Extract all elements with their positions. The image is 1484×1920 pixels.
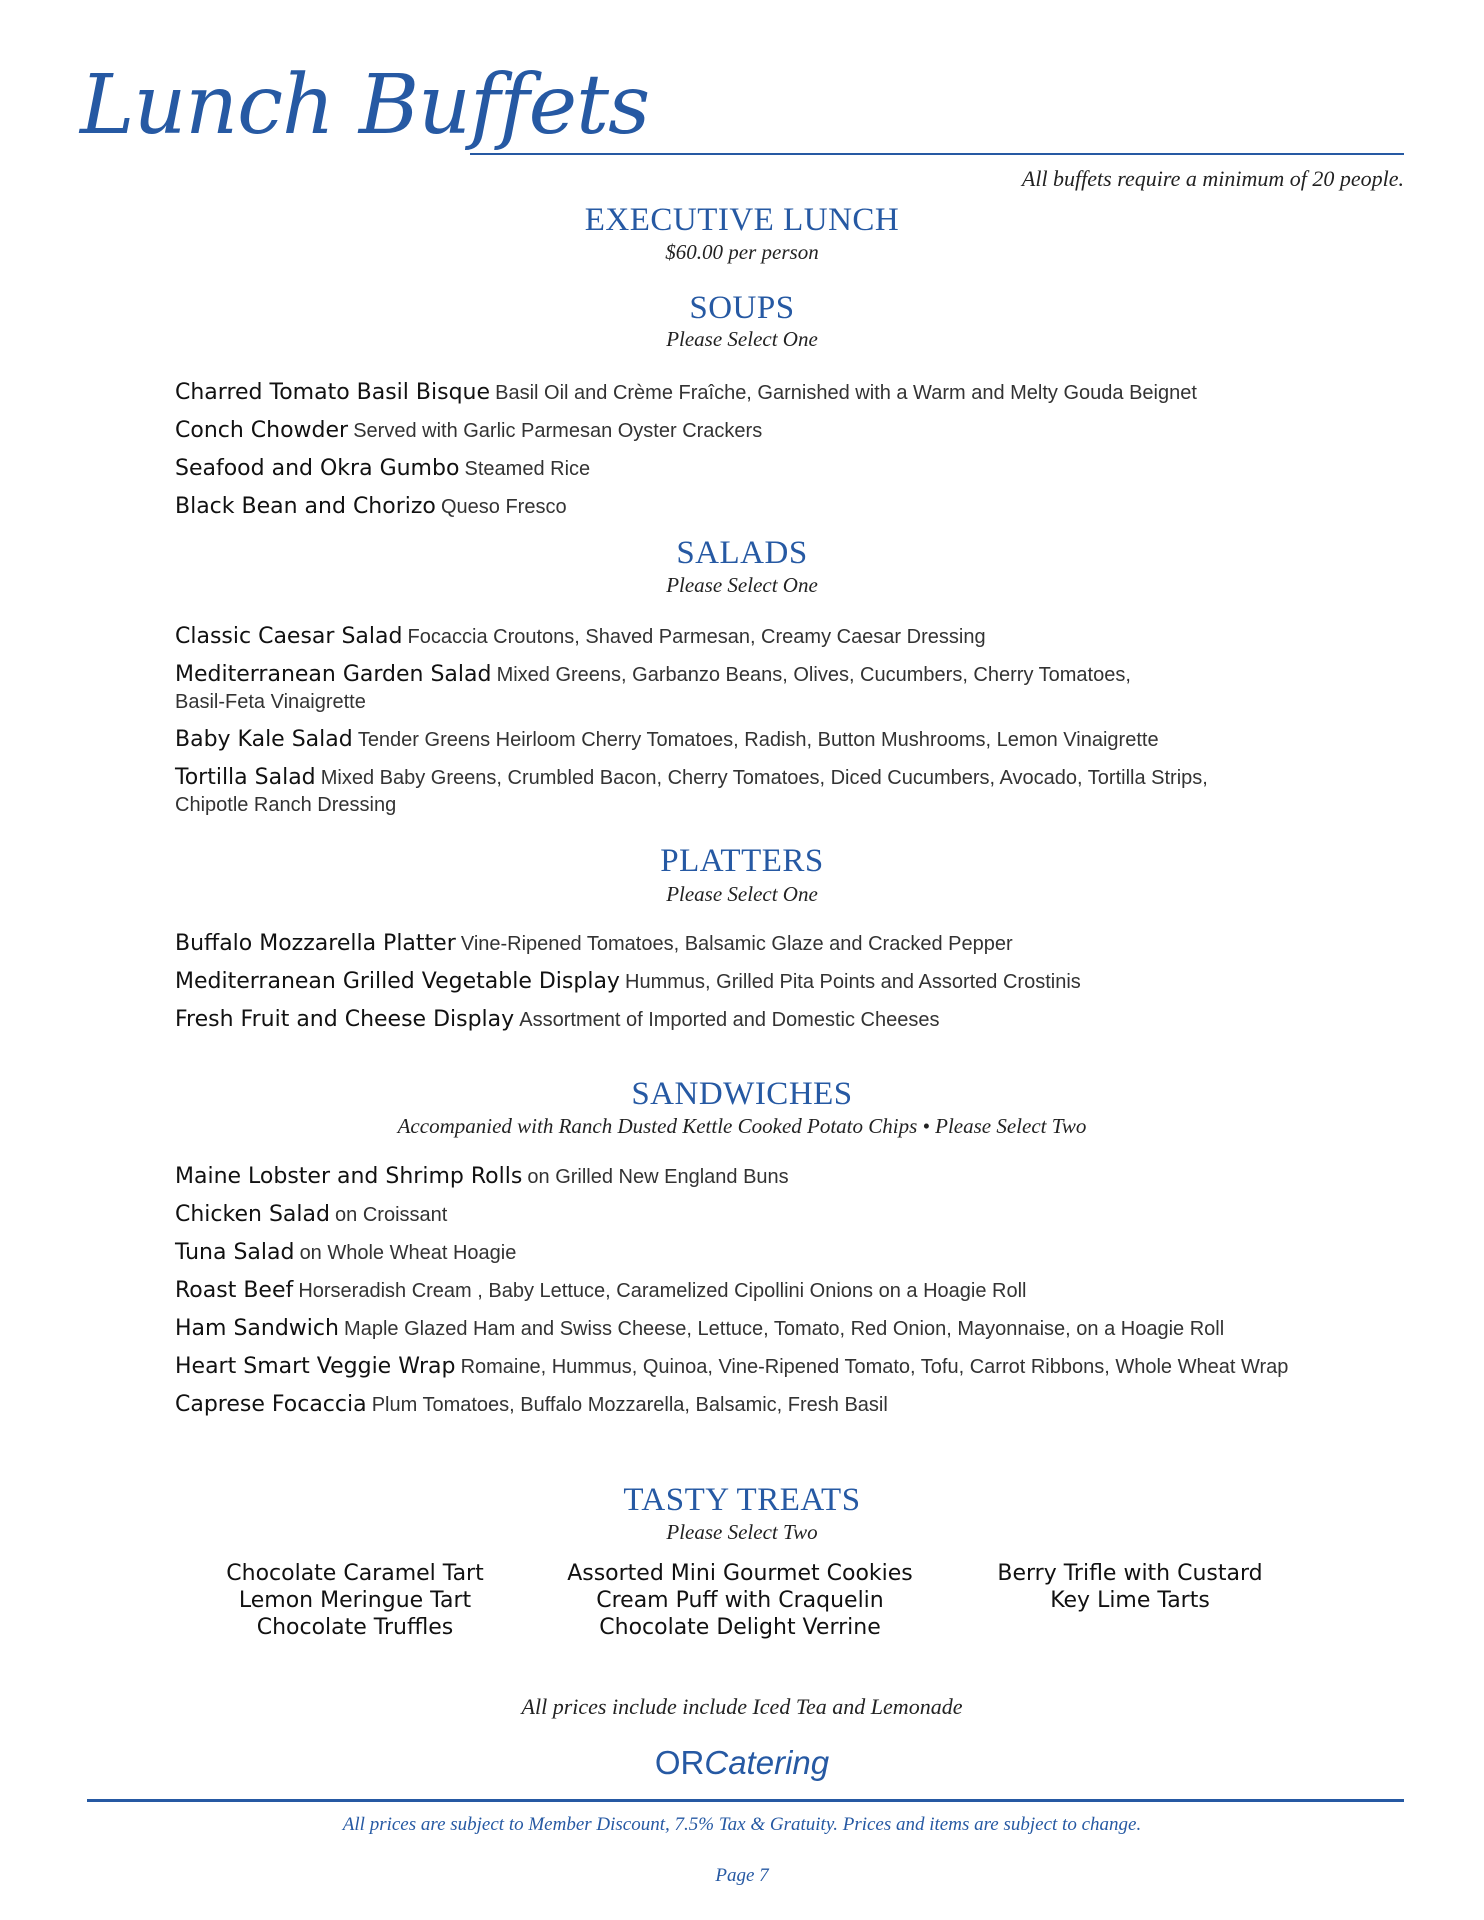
item-name: Tuna Salad (175, 1240, 295, 1265)
item-name: Mediterranean Grilled Vegetable Display (175, 969, 620, 994)
item-description-continued: Chipotle Ranch Dressing (175, 794, 397, 816)
list-item (175, 969, 1315, 996)
item-description: Maple Glazed Ham and Swiss Cheese, Lettuce, Tomato, Red Onion, Mayonnaise, on a Hoagie Roll (344, 1318, 1225, 1340)
treats-title: TASTY TREATS (623, 1482, 861, 1518)
item-description: Assortment of Imported and Domestic Cheeses (519, 1009, 940, 1031)
list-item (175, 1240, 1315, 1267)
soups-title: SOUPS (689, 290, 795, 326)
item-description: Served with Garlic Parmesan Oyster Crackers (353, 420, 763, 442)
list-item (175, 1202, 1315, 1229)
treats-column-1 (190, 1560, 520, 1641)
page-title: Lunch Buffets (80, 58, 650, 153)
treat-item: Berry Trifle with Custard (997, 1561, 1263, 1586)
item-description: Horseradish Cream , Baby Lettuce, Caramelized Cipollini Onions on a Hoagie Roll (298, 1280, 1027, 1302)
item-description: Vine-Ripened Tomatoes, Balsamic Glaze and Cracked Pepper (460, 933, 1013, 955)
item-name: Black Bean and Chorizo (175, 494, 436, 519)
item-name: Heart Smart Veggie Wrap (175, 1354, 456, 1379)
salads-list (175, 624, 1315, 819)
list-item (175, 624, 1315, 651)
soups-list (175, 380, 1315, 521)
list-item (175, 1354, 1315, 1381)
brand-logo-part1: OR (654, 1744, 705, 1781)
list-item (175, 765, 1315, 819)
list-item (175, 456, 1315, 483)
executive-lunch-price: $60.00 per person (665, 240, 819, 264)
platters-list (175, 931, 1315, 1034)
header-divider (470, 153, 1404, 155)
soups-subtitle: Please Select One (666, 327, 818, 351)
minimum-note: All buffets require a minimum of 20 people. (1021, 166, 1404, 191)
treats-column-3 (965, 1560, 1295, 1614)
platters-title: PLATTERS (660, 843, 824, 879)
item-description: Focaccia Croutons, Shaved Parmesan, Creamy Caesar Dressing (407, 626, 986, 648)
treats-subtitle: Please Select Two (666, 1520, 818, 1544)
treat-item: Assorted Mini Gourmet Cookies (567, 1561, 913, 1586)
item-description: Basil Oil and Crème Fraîche, Garnished with a Warm and Melty Gouda Beignet (495, 382, 1197, 404)
item-name: Mediterranean Garden Salad (175, 662, 492, 687)
item-description: on Croissant (335, 1204, 448, 1226)
list-item (175, 1164, 1315, 1191)
list-item (175, 418, 1315, 445)
list-item (175, 662, 1315, 716)
item-description: Plum Tomatoes, Buffalo Mozzarella, Balsamic, Fresh Basil (371, 1394, 888, 1416)
item-description: Hummus, Grilled Pita Points and Assorted Crostinis (625, 971, 1081, 993)
item-name: Buffalo Mozzarella Platter (175, 931, 456, 956)
item-name: Charred Tomato Basil Bisque (175, 380, 491, 405)
platters-subtitle: Please Select One (666, 882, 818, 906)
item-description: Mixed Greens, Garbanzo Beans, Olives, Cucumbers, Cherry Tomatoes, (496, 664, 1131, 686)
item-description: Tender Greens Heirloom Cherry Tomatoes, Radish, Button Mushrooms, Lemon Vinaigrette (357, 729, 1159, 751)
brand-logo (0, 1744, 1484, 1782)
item-description: Steamed Rice (464, 458, 591, 480)
list-item (175, 727, 1315, 754)
item-name: Tortilla Salad (175, 765, 316, 790)
item-name: Seafood and Okra Gumbo (175, 456, 460, 481)
footer-divider (87, 1799, 1404, 1802)
treat-item: Key Lime Tarts (1050, 1588, 1210, 1613)
treat-item: Chocolate Caramel Tart (226, 1561, 484, 1586)
treat-item: Chocolate Delight Verrine (599, 1615, 881, 1640)
sandwiches-title: SANDWICHES (631, 1076, 853, 1112)
treats-column-2 (540, 1560, 940, 1641)
item-name: Fresh Fruit and Cheese Display (175, 1007, 515, 1032)
item-name: Classic Caesar Salad (175, 624, 403, 649)
item-name: Chicken Salad (175, 1202, 330, 1227)
item-description-continued: Basil-Feta Vinaigrette (175, 691, 366, 713)
executive-lunch-title: EXECUTIVE LUNCH (584, 202, 900, 238)
sandwiches-list (175, 1164, 1315, 1419)
list-item (175, 1278, 1315, 1305)
page-number: Page 7 (715, 1865, 769, 1886)
treat-item: Chocolate Truffles (256, 1615, 454, 1640)
item-name: Caprese Focaccia (175, 1392, 367, 1417)
list-item (175, 931, 1315, 958)
item-name: Maine Lobster and Shrimp Rolls (175, 1164, 523, 1189)
list-item (175, 1007, 1315, 1034)
item-description: Mixed Baby Greens, Crumbled Bacon, Cherry Tomatoes, Diced Cucumbers, Avocado, Tortilla Strips, (320, 767, 1208, 789)
item-description: Queso Fresco (440, 496, 567, 518)
prices-note: All prices include include Iced Tea and Lemonade (521, 1694, 963, 1719)
salads-subtitle: Please Select One (666, 573, 818, 597)
list-item (175, 1316, 1315, 1343)
footer-disclaimer: All prices are subject to Member Discount, 7.5% Tax & Gratuity. Prices and items are subject to change. (342, 1814, 1142, 1835)
sandwiches-subtitle: Accompanied with Ranch Dusted Kettle Cooked Potato Chips • Please Select Two (397, 1114, 1087, 1138)
salads-title: SALADS (676, 535, 808, 571)
item-name: Roast Beef (175, 1278, 294, 1303)
item-description: on Grilled New England Buns (527, 1166, 789, 1188)
item-description: Romaine, Hummus, Quinoa, Vine-Ripened Tomato, Tofu, Carrot Ribbons, Whole Wheat Wrap (460, 1356, 1289, 1378)
treat-item: Cream Puff with Craquelin (596, 1588, 884, 1613)
list-item (175, 494, 1315, 521)
list-item (175, 1392, 1315, 1419)
item-description: on Whole Wheat Hoagie (299, 1242, 517, 1264)
item-name: Conch Chowder (175, 418, 349, 443)
item-name: Baby Kale Salad (175, 727, 353, 752)
item-name: Ham Sandwich (175, 1316, 339, 1341)
treat-item: Lemon Meringue Tart (238, 1588, 472, 1613)
brand-logo-part2: Catering (704, 1744, 830, 1781)
list-item (175, 380, 1315, 407)
